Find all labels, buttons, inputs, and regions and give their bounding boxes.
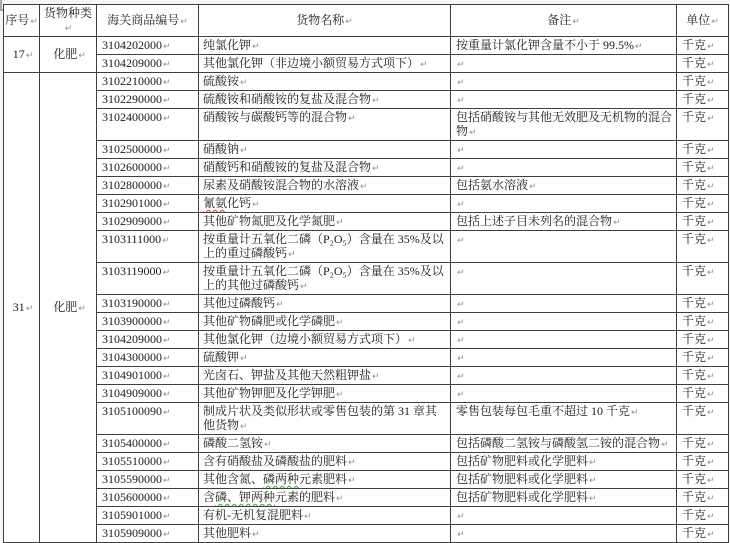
pilcrow-mark: ↵ — [457, 318, 465, 328]
pilcrow-mark: ↵ — [163, 300, 171, 310]
remark-cell — [451, 313, 677, 331]
unit-cell: 千克↵ — [677, 385, 729, 403]
table-row — [4, 295, 729, 313]
pilcrow-mark: ↵ — [457, 96, 465, 106]
goods-name-cell: 含磷、钾两种元素的肥料↵ — [199, 489, 451, 507]
pilcrow-mark: ↵ — [707, 494, 715, 504]
pilcrow-mark: ↵ — [78, 51, 86, 61]
pilcrow-mark: ↵ — [64, 24, 73, 34]
pilcrow-mark: ↵ — [457, 60, 465, 70]
unit-cell: 千克↵ — [677, 507, 729, 525]
pilcrow-mark: ↵ — [707, 372, 715, 382]
pilcrow-mark: ↵ — [240, 422, 248, 432]
pilcrow-mark: ↵ — [707, 336, 715, 346]
pilcrow-mark: ↵ — [707, 182, 715, 192]
table-row — [4, 159, 729, 177]
goods-name-cell: 硫酸铵↵ — [199, 73, 451, 91]
unit-cell: 千克↵ — [677, 453, 729, 471]
pilcrow-mark: ↵ — [707, 354, 715, 364]
unit-cell: 千克↵ — [677, 141, 729, 159]
header-name: 货物名称↵ — [199, 5, 451, 37]
pilcrow-mark: ↵ — [707, 200, 715, 210]
pilcrow-mark: ↵ — [163, 42, 171, 52]
unit-cell: 千克↵ — [677, 331, 729, 349]
pilcrow-mark: ↵ — [372, 372, 380, 382]
goods-name-cell: 有机-无机复混肥料↵ — [199, 507, 451, 525]
pilcrow-mark: ↵ — [457, 200, 465, 210]
unit-cell: 千克↵ — [677, 231, 729, 263]
pilcrow-mark: ↵ — [240, 78, 248, 88]
pilcrow-mark: ↵ — [635, 42, 643, 52]
code-cell: 3105100090↵ — [97, 403, 199, 435]
header-remark: 备注↵ — [451, 5, 677, 37]
remark-cell: 包括矿物肥料或化学肥料↵ — [451, 471, 677, 489]
pilcrow-mark: ↵ — [163, 372, 171, 382]
pilcrow-mark: ↵ — [336, 318, 344, 328]
pilcrow-mark: ↵ — [163, 512, 171, 522]
remark-cell: 包括硝酸铵与其他无效肥及无机物的混合物↵ — [451, 109, 677, 141]
table-row — [4, 367, 729, 385]
goods-name-cell: 按重量计五氧化二磷（P₂O₅）含量在 35%及以上的其他过磷酸钙↵ — [199, 263, 451, 295]
pilcrow-mark: ↵ — [707, 42, 715, 52]
category-cell: 化肥↵ — [40, 37, 97, 73]
table-row — [4, 263, 729, 295]
table-row — [4, 403, 729, 435]
pilcrow-mark: ↵ — [707, 512, 715, 522]
remark-cell: 包括磷酸二氢铵与磷酸氢二铵的混合物↵ — [451, 435, 677, 453]
code-cell: 3105590000↵ — [97, 471, 199, 489]
pilcrow-mark: ↵ — [360, 182, 368, 192]
pilcrow-mark: ↵ — [707, 236, 715, 246]
code-cell: 3102909000↵ — [97, 213, 199, 231]
pilcrow-mark: ↵ — [304, 512, 312, 522]
unit-cell: 千克↵ — [677, 313, 729, 331]
unit-cell: 千克↵ — [677, 525, 729, 543]
remark-cell — [451, 141, 677, 159]
pilcrow-mark: ↵ — [457, 372, 465, 382]
table-row — [4, 435, 729, 453]
goods-name-cell: 其他氯化钾（非边境小额贸易方式项下）↵ — [199, 55, 451, 73]
code-cell: 3102400000↵ — [97, 109, 199, 141]
pilcrow-mark: ↵ — [163, 146, 171, 156]
pilcrow-mark: ↵ — [589, 476, 597, 486]
code-cell: 3102210000↵ — [97, 73, 199, 91]
table-row — [4, 91, 729, 109]
code-cell: 3102600000↵ — [97, 159, 199, 177]
pilcrow-mark: ↵ — [707, 60, 715, 70]
pilcrow-mark: ↵ — [240, 146, 248, 156]
pilcrow-mark: ↵ — [707, 164, 715, 174]
pilcrow-mark: ↵ — [457, 530, 465, 540]
table-row — [4, 213, 729, 231]
spellcheck-squiggle: 氰氨 — [203, 196, 228, 210]
pilcrow-mark: ↵ — [163, 354, 171, 364]
header-serial: 序号↵ — [4, 5, 40, 37]
goods-name-cell: 其他矿物钾肥及化学钾肥↵ — [199, 385, 451, 403]
unit-cell: 千克↵ — [677, 91, 729, 109]
goods-name-cell: 硝酸钙和硝酸铵的复盐及混合物↵ — [199, 159, 451, 177]
pilcrow-mark: ↵ — [707, 458, 715, 468]
pilcrow-mark: ↵ — [180, 17, 188, 27]
unit-cell: 千克↵ — [677, 195, 729, 213]
pilcrow-mark: ↵ — [707, 114, 715, 124]
table-row — [4, 195, 729, 213]
pilcrow-mark: ↵ — [162, 268, 171, 278]
pilcrow-mark: ↵ — [252, 200, 260, 210]
pilcrow-mark: ↵ — [707, 440, 715, 450]
category-cell: 化肥↵ — [40, 73, 97, 543]
remark-cell — [451, 295, 677, 313]
unit-cell: 千克↵ — [677, 263, 729, 295]
pilcrow-mark: ↵ — [163, 476, 171, 486]
pilcrow-mark: ↵ — [163, 78, 171, 88]
code-cell: 3104300000↵ — [97, 349, 199, 367]
goods-name-cell: 氰氨化钙↵ — [199, 195, 451, 213]
unit-cell: 千克↵ — [677, 109, 729, 141]
unit-cell: 千克↵ — [677, 213, 729, 231]
pilcrow-mark: ↵ — [348, 114, 356, 124]
pilcrow-mark: ↵ — [707, 530, 715, 540]
remark-cell — [451, 159, 677, 177]
goods-name-cell: 其他矿物磷肥或化学磷肥↵ — [199, 313, 451, 331]
pilcrow-mark: ↵ — [348, 458, 356, 468]
remark-cell: 按重量计氯化钾含量不小于 99.5%↵ — [451, 37, 677, 55]
header-unit: 单位↵ — [677, 5, 729, 37]
pilcrow-mark: ↵ — [529, 182, 537, 192]
header-code: 海关商品编号↵ — [97, 5, 199, 37]
remark-cell — [451, 525, 677, 543]
pilcrow-mark: ↵ — [348, 476, 356, 486]
pilcrow-mark: ↵ — [163, 336, 171, 346]
remark-cell: 零售包装每包毛重不超过 10 千克↵ — [451, 403, 677, 435]
pilcrow-mark: ↵ — [264, 440, 272, 450]
pilcrow-mark: ↵ — [25, 51, 34, 61]
unit-cell: 千克↵ — [677, 367, 729, 385]
pilcrow-mark: ↵ — [372, 164, 380, 174]
code-cell: 3103900000↵ — [97, 313, 199, 331]
serial-cell: 31↵ — [4, 73, 40, 543]
pilcrow-mark: ↵ — [345, 17, 353, 27]
pilcrow-mark: ↵ — [336, 390, 344, 400]
pilcrow-mark: ↵ — [613, 218, 621, 228]
pilcrow-mark: ↵ — [25, 304, 34, 314]
pilcrow-mark: ↵ — [163, 408, 171, 418]
table-row — [4, 231, 729, 263]
pilcrow-mark: ↵ — [707, 390, 715, 400]
pilcrow-mark: ↵ — [163, 494, 171, 504]
pilcrow-mark: ↵ — [469, 128, 477, 138]
code-cell: 3102800000↵ — [97, 177, 199, 195]
goods-name-cell: 按重量计五氧化二磷（P₂O₅）含量在 35%及以上的重过磷酸钙↵ — [199, 231, 451, 263]
unit-cell: 千克↵ — [677, 435, 729, 453]
table-row — [4, 177, 729, 195]
pilcrow-mark: ↵ — [661, 440, 669, 450]
code-cell: 3103119000↵ — [97, 263, 199, 295]
remark-cell — [451, 73, 677, 91]
code-cell: 3105510000↵ — [97, 453, 199, 471]
goods-name-cell: 硫酸铵和硝酸铵的复盐及混合物↵ — [199, 91, 451, 109]
pilcrow-mark: ↵ — [589, 458, 597, 468]
pilcrow-mark: ↵ — [707, 408, 715, 418]
goods-name-cell: 纯氯化钾↵ — [199, 37, 451, 55]
code-cell: 3104202000↵ — [97, 37, 199, 55]
table-row — [4, 525, 729, 543]
pilcrow-mark: ↵ — [457, 164, 465, 174]
unit-cell: 千克↵ — [677, 55, 729, 73]
table-row — [4, 37, 729, 55]
goods-name-cell: 硝酸铵与碳酸钙等的混合物↵ — [199, 109, 451, 141]
goods-name-cell: 其他肥料↵ — [199, 525, 451, 543]
pilcrow-mark: ↵ — [457, 146, 465, 156]
pilcrow-mark: ↵ — [372, 96, 380, 106]
pilcrow-mark: ↵ — [457, 300, 465, 310]
pilcrow-mark: ↵ — [631, 408, 639, 418]
remark-cell: 包括矿物肥料或化学肥料↵ — [451, 453, 677, 471]
table-row — [4, 313, 729, 331]
pilcrow-mark: ↵ — [163, 164, 171, 174]
code-cell: 3102500000↵ — [97, 141, 199, 159]
code-cell: 3102901000↵ — [97, 195, 199, 213]
pilcrow-mark: ↵ — [457, 78, 465, 88]
pilcrow-mark: ↵ — [252, 530, 260, 540]
code-cell: 3104209000↵ — [97, 55, 199, 73]
code-cell: 3102290000↵ — [97, 91, 199, 109]
unit-cell: 千克↵ — [677, 73, 729, 91]
pilcrow-mark: ↵ — [163, 440, 171, 450]
remark-cell — [451, 331, 677, 349]
table-row — [4, 385, 729, 403]
remark-cell: 包括上述子目未列名的混合物↵ — [451, 213, 677, 231]
unit-cell: 千克↵ — [677, 177, 729, 195]
goods-name-cell: 制成片状及类似形状或零售包装的第 31 章其他货物↵ — [199, 403, 451, 435]
pilcrow-mark: ↵ — [457, 268, 465, 278]
unit-cell: 千克↵ — [677, 489, 729, 507]
remark-cell: 包括氨水溶液↵ — [451, 177, 677, 195]
remark-cell: 包括矿物肥料或化学肥料↵ — [451, 489, 677, 507]
table-row — [4, 73, 729, 91]
code-cell: 3104909000↵ — [97, 385, 199, 403]
table-body — [4, 37, 729, 543]
pilcrow-mark: ↵ — [336, 218, 344, 228]
table-row — [4, 55, 729, 73]
pilcrow-mark: ↵ — [707, 300, 715, 310]
pilcrow-mark: ↵ — [707, 96, 715, 106]
remark-cell — [451, 349, 677, 367]
pilcrow-mark: ↵ — [276, 300, 284, 310]
pilcrow-mark: ↵ — [163, 114, 171, 124]
remark-cell — [451, 367, 677, 385]
remark-cell — [451, 231, 677, 263]
pilcrow-mark: ↵ — [163, 218, 171, 228]
pilcrow-mark: ↵ — [457, 354, 465, 364]
pilcrow-mark: ↵ — [572, 17, 580, 27]
pilcrow-mark: ↵ — [707, 476, 715, 486]
unit-cell: 千克↵ — [677, 295, 729, 313]
table-row — [4, 349, 729, 367]
table-row — [4, 331, 729, 349]
pilcrow-mark: ↵ — [288, 250, 296, 260]
pilcrow-mark: ↵ — [457, 336, 465, 346]
unit-cell: 千克↵ — [677, 37, 729, 55]
customs-goods-table — [3, 4, 729, 543]
code-cell: 3105600000↵ — [97, 489, 199, 507]
pilcrow-mark: ↵ — [707, 318, 715, 328]
table-row — [4, 471, 729, 489]
code-cell: 3105901000↵ — [97, 507, 199, 525]
remark-cell — [451, 385, 677, 403]
remark-cell — [451, 55, 677, 73]
goods-name-cell: 其他过磷酸钙↵ — [199, 295, 451, 313]
code-cell: 3103111000↵ — [97, 231, 199, 263]
table-row — [4, 109, 729, 141]
pilcrow-mark: ↵ — [163, 318, 171, 328]
code-cell: 3105400000↵ — [97, 435, 199, 453]
code-cell: 3103190000↵ — [97, 295, 199, 313]
code-cell: 3104901000↵ — [97, 367, 199, 385]
table-row — [4, 453, 729, 471]
pilcrow-mark: ↵ — [163, 96, 171, 106]
pilcrow-mark: ↵ — [589, 494, 597, 504]
goods-name-cell: 其他氯化钾（边境小额贸易方式项下）↵ — [199, 331, 451, 349]
pilcrow-mark: ↵ — [707, 146, 715, 156]
code-cell: 3104209000↵ — [97, 331, 199, 349]
goods-name-cell: 其他矿物氮肥及化学氮肥↵ — [199, 213, 451, 231]
code-cell: 3105909000↵ — [97, 525, 199, 543]
pilcrow-mark: ↵ — [707, 218, 715, 228]
pilcrow-mark: ↵ — [420, 60, 428, 70]
remark-cell — [451, 507, 677, 525]
header-category: 货物种类↵ — [40, 5, 97, 37]
spellcheck-squiggle: 磷两种 — [263, 472, 300, 486]
pilcrow-mark: ↵ — [163, 60, 171, 70]
unit-cell: 千克↵ — [677, 159, 729, 177]
table-row — [4, 141, 729, 159]
pilcrow-mark: ↵ — [336, 494, 344, 504]
goods-name-cell: 光卤石、钾盐及其他天然粗钾盐↵ — [199, 367, 451, 385]
pilcrow-mark: ↵ — [163, 182, 171, 192]
pilcrow-mark: ↵ — [707, 268, 715, 278]
pilcrow-mark: ↵ — [163, 200, 171, 210]
remark-cell — [451, 195, 677, 213]
remark-cell — [451, 91, 677, 109]
pilcrow-mark: ↵ — [457, 236, 465, 246]
pilcrow-mark: ↵ — [252, 42, 260, 52]
pilcrow-mark: ↵ — [163, 458, 171, 468]
goods-name-cell: 尿素及硝酸铵混合物的水溶液↵ — [199, 177, 451, 195]
pilcrow-mark: ↵ — [408, 336, 416, 346]
pilcrow-mark: ↵ — [30, 17, 38, 27]
unit-cell: 千克↵ — [677, 349, 729, 367]
spellcheck-squiggle: 磷、钾两种 — [215, 490, 276, 504]
goods-name-cell: 硫酸钾↵ — [199, 349, 451, 367]
goods-name-cell: 含有硝酸盐及磷酸盐的肥料↵ — [199, 453, 451, 471]
unit-cell: 千克↵ — [677, 471, 729, 489]
table-row — [4, 489, 729, 507]
unit-cell: 千克↵ — [677, 403, 729, 435]
remark-cell — [451, 263, 677, 295]
pilcrow-mark: ↵ — [240, 354, 248, 364]
table-row — [4, 507, 729, 525]
pilcrow-mark: ↵ — [707, 78, 715, 88]
pilcrow-mark: ↵ — [163, 390, 171, 400]
goods-name-cell: 磷酸二氢铵↵ — [199, 435, 451, 453]
pilcrow-mark: ↵ — [711, 17, 719, 27]
goods-name-cell: 其他含氮、磷两种元素肥料↵ — [199, 471, 451, 489]
pilcrow-mark: ↵ — [457, 512, 465, 522]
goods-name-cell: 硝酸钠↵ — [199, 141, 451, 159]
header-row — [4, 5, 729, 37]
pilcrow-mark: ↵ — [163, 530, 171, 540]
pilcrow-mark: ↵ — [162, 236, 170, 246]
serial-cell: 17↵ — [4, 37, 40, 73]
pilcrow-mark: ↵ — [457, 390, 465, 400]
pilcrow-mark: ↵ — [78, 304, 86, 314]
pilcrow-mark: ↵ — [300, 282, 308, 292]
